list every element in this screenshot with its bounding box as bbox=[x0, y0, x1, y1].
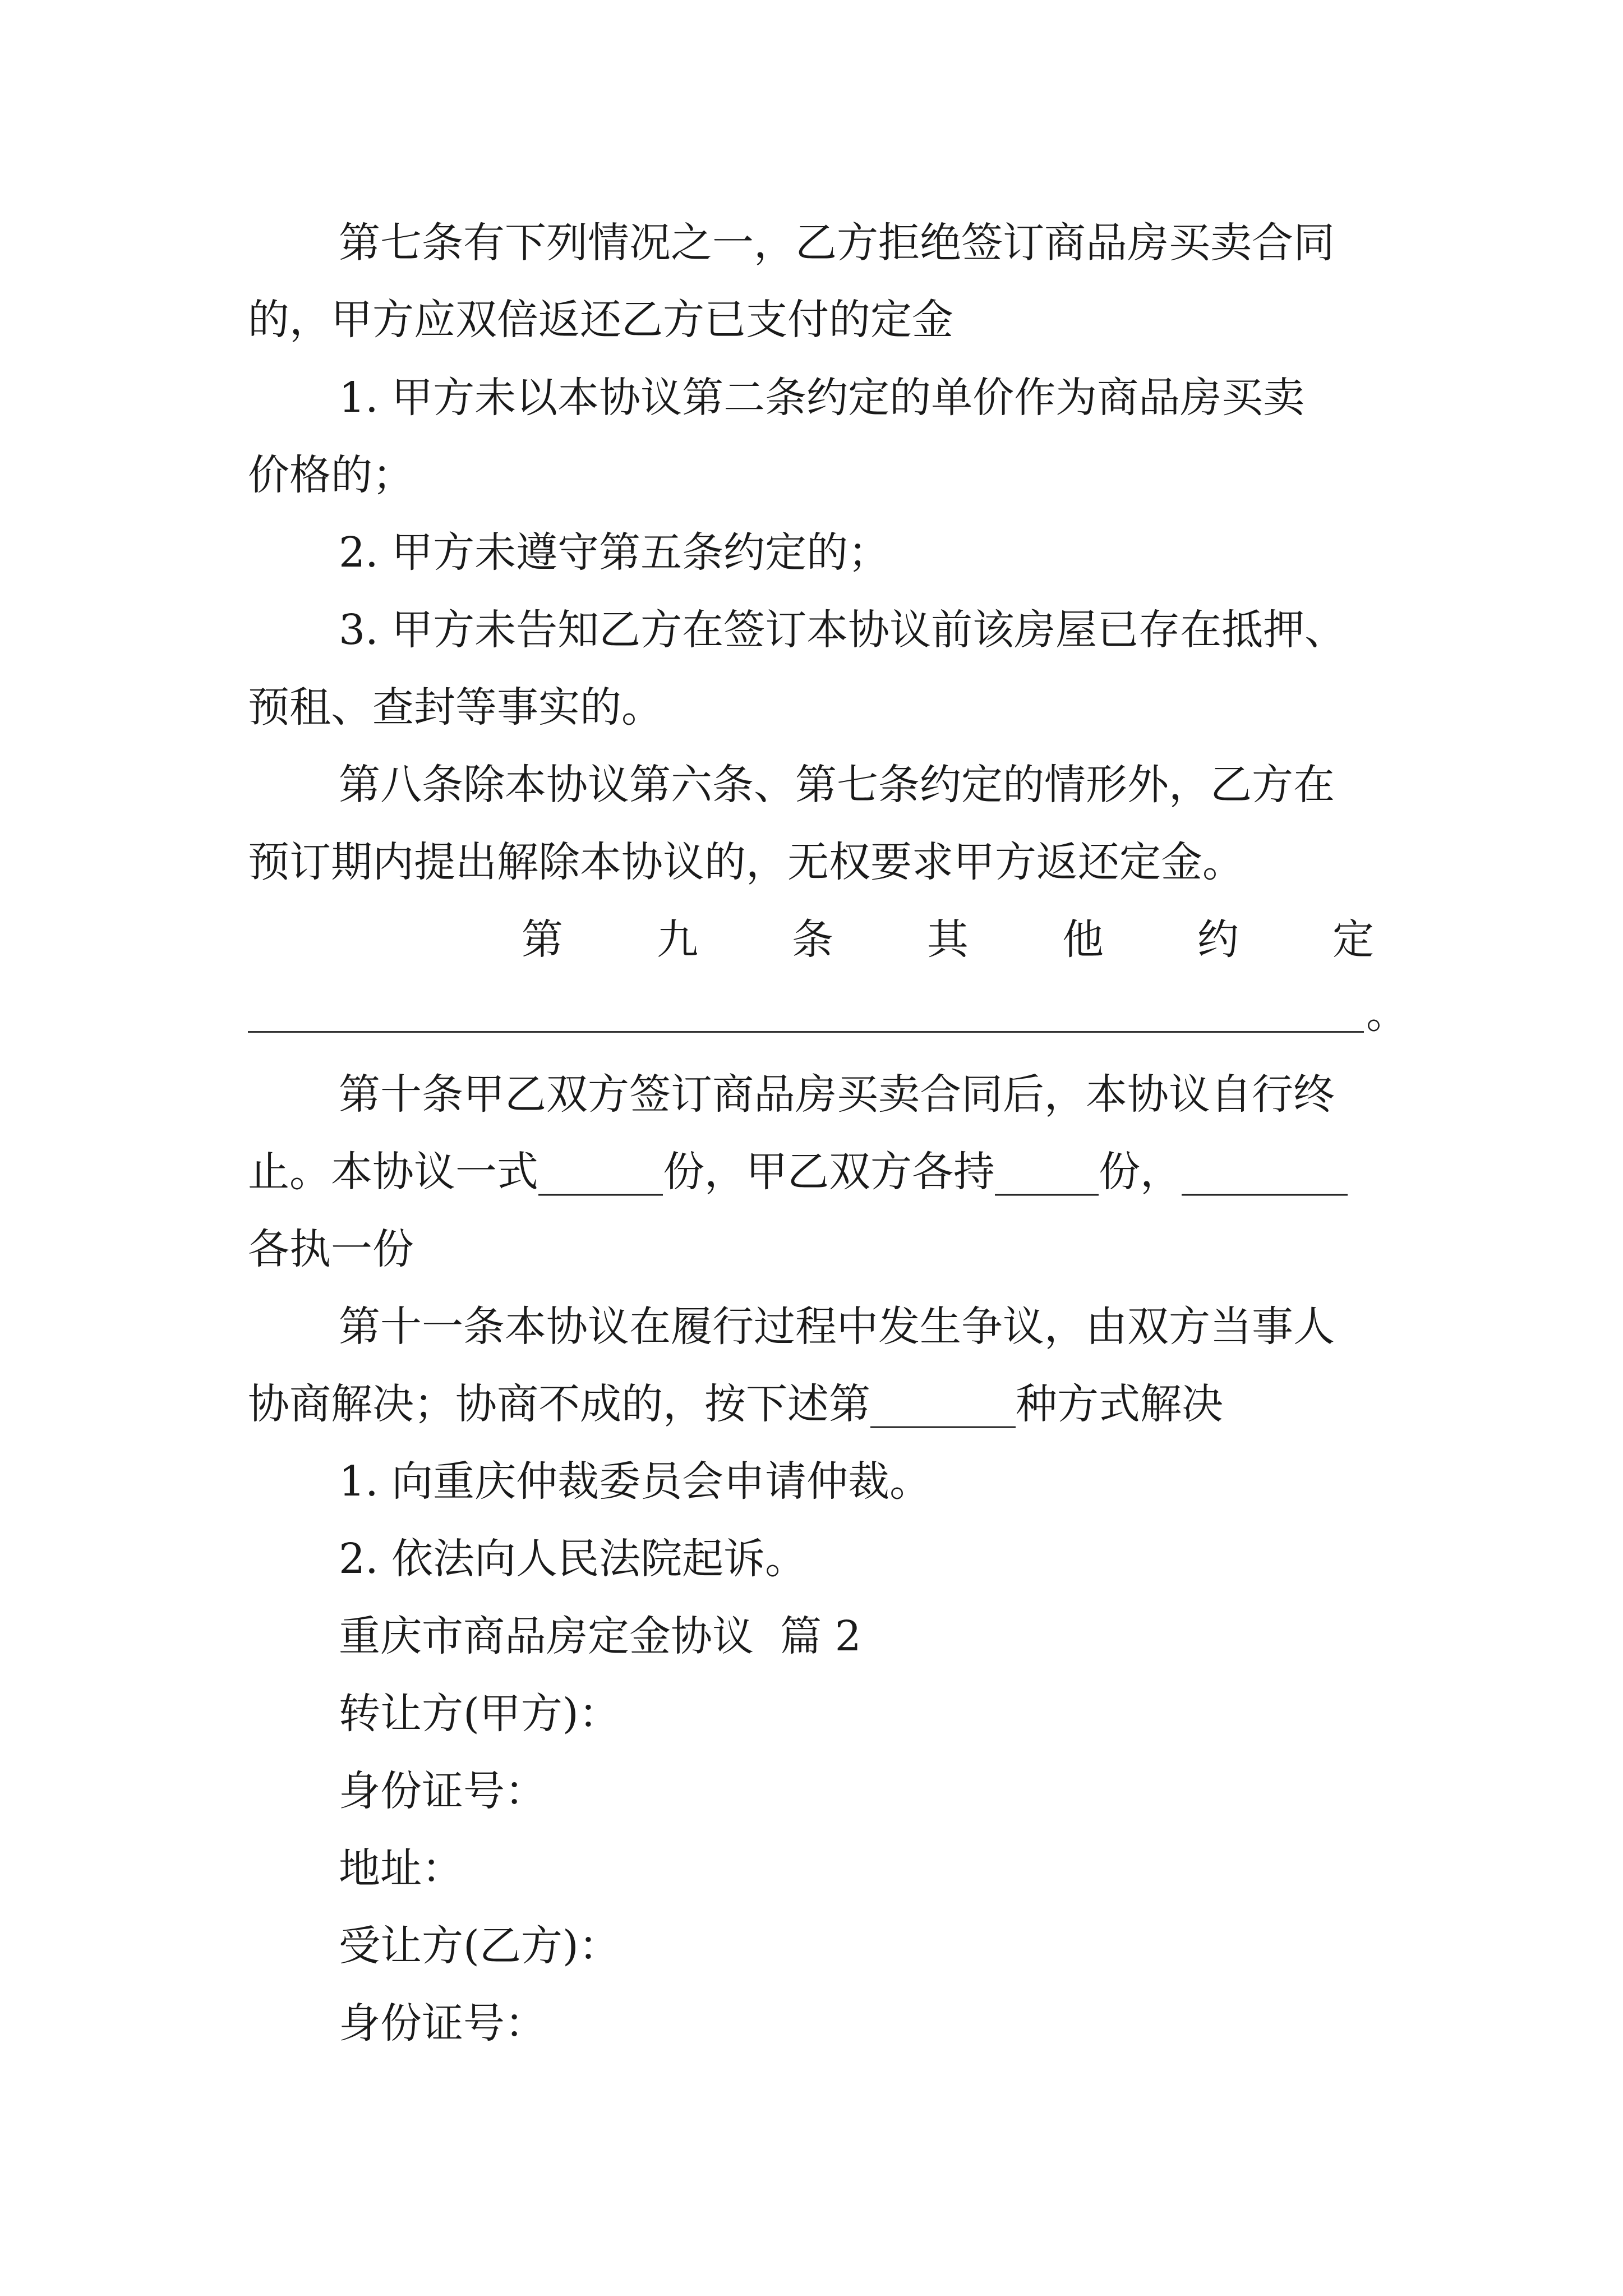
article-7-item-1-line-1: 1. 甲方未以本协议第二条约定的单价作为商品房买卖 bbox=[339, 374, 1305, 422]
article-10-line-3: 各执一份 bbox=[248, 1225, 414, 1273]
article-8-line-2: 预订期内提出解除本协议的，无权要求甲方返还定金。 bbox=[248, 838, 1244, 886]
transferor-id-label: 身份证号： bbox=[339, 1767, 546, 1815]
transferee-id-label: 身份证号： bbox=[339, 1999, 546, 2047]
article-9-char: 其 bbox=[927, 915, 969, 964]
article-7-item-3-line-1: 3. 甲方未告知乙方在签订本协议前该房屋已存在抵押、 bbox=[339, 606, 1347, 654]
article-9-fill-in-line bbox=[248, 1031, 1364, 1033]
article-9-char: 他 bbox=[1062, 915, 1104, 964]
article-9-char: 九 bbox=[657, 915, 698, 964]
article-8-line-1: 第八条除本协议第六条、第七条约定的情形外，乙方在 bbox=[339, 761, 1335, 809]
article-7-item-2: 2. 甲方未遵守第五条约定的； bbox=[339, 528, 890, 577]
article-7-line-2: 的，甲方应双倍返还乙方已支付的定金 bbox=[248, 296, 953, 344]
article-7-item-3-line-2: 预租、查封等事实的。 bbox=[248, 683, 663, 731]
article-11-line-1: 第十一条本协议在履行过程中发生争议，由双方当事人 bbox=[339, 1303, 1335, 1351]
section-title: 重庆市商品房定金协议 篇 2 bbox=[339, 1612, 861, 1660]
article-7-line-1: 第七条有下列情况之一，乙方拒绝签订商品房买卖合同 bbox=[339, 219, 1335, 267]
article-9-char: 第 bbox=[522, 915, 563, 964]
transferor-label: 转让方(甲方)： bbox=[339, 1690, 620, 1738]
article-9-char: 约 bbox=[1197, 915, 1239, 964]
article-9-char: 条 bbox=[792, 915, 833, 964]
article-7-item-1-line-2: 价格的； bbox=[248, 451, 414, 499]
article-11-line-2: 协商解决；协商不成的，按下述第_______种方式解决 bbox=[248, 1380, 1223, 1428]
article-10-line-2: 止。本协议一式______份，甲乙双方各持_____份，________ bbox=[248, 1148, 1348, 1196]
article-11-option-1: 1. 向重庆仲裁委员会申请仲裁。 bbox=[339, 1457, 932, 1506]
transferee-label: 受让方(乙方)： bbox=[339, 1922, 620, 1970]
article-11-option-2: 2. 依法向人民法院起诉。 bbox=[339, 1535, 807, 1583]
article-9-period: 。 bbox=[1366, 990, 1408, 1038]
article-10-line-1: 第十条甲乙双方签订商品房买卖合同后，本协议自行终 bbox=[339, 1070, 1335, 1119]
article-9-char: 定 bbox=[1332, 915, 1374, 964]
article-9-heading bbox=[522, 915, 1374, 964]
transferor-address-label: 地址： bbox=[339, 1844, 463, 1893]
